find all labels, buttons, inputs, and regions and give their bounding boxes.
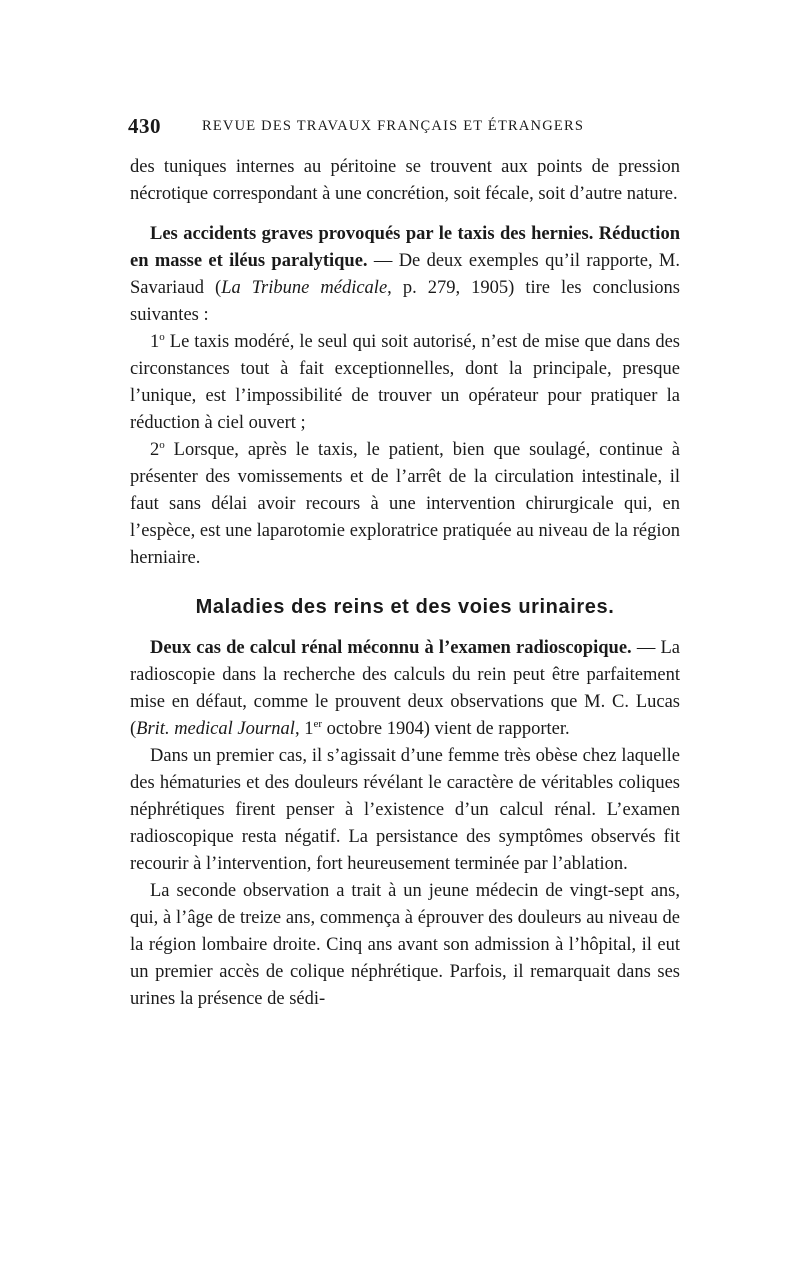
- article-title-taxis: Les accidents graves provoqués par le taxis des hernies. Réduction en masse et iléus paralytique.: [130, 224, 680, 271]
- page-body: [130, 154, 680, 1013]
- paragraph-text: octobre 1904) vient de rapporter.: [322, 719, 570, 739]
- list-number: 2: [150, 440, 160, 460]
- paragraph-text: , p. 279, 1905) tire les conclusions suivantes :: [130, 278, 680, 325]
- paragraph-premier-cas: Dans un premier cas, il s’agissait d’une femme très obèse chez laquelle des hématuries et des douleurs révélant le caractère de véritables coliques néphrétiques firent penser à l’existence d’un calcul rénal. L’examen radioscopique resta négatif. La persistance des symptômes observés fit recourir à l’intervention, fort heureusement terminée par l’ablation.: [130, 746, 680, 874]
- ordinal-superscript: o: [159, 438, 165, 451]
- conclusion-2: [130, 437, 680, 572]
- paragraph-seconde-observation: La seconde observation a trait à un jeune médecin de vingt-sept ans, qui, à l’âge de treize ans, commença à éprouver des douleurs au niveau de la région lombaire droite. Cinq ans avant son admission à l’hôpital, il eut un premier accès de colique néphrétique. Parfois, il remarquait dans ses urines la présence de sédi-: [130, 881, 680, 1009]
- ordinal-superscript: er: [313, 717, 322, 730]
- paragraph-text: — De deux exemples qu’il rapporte, M. Savariaud (: [130, 251, 681, 298]
- page-number: 430: [128, 114, 161, 138]
- paragraph-calcul-renal: [130, 635, 680, 743]
- paragraph-text: Lorsque, après le taxis, le patient, bien que soulagé, continue à présenter des vomissements et de l’arrêt de la circulation intestinale, il faut sans délai avoir recours à une intervention chirurgicale qui, en l’espèce, est une laparotomie exploratrice pratiquée au niveau de la région herniaire.: [130, 440, 680, 568]
- section-title: Maladies des reins et des voies urinaires.: [195, 596, 615, 618]
- page-header: [128, 114, 678, 144]
- conclusion-1: [130, 329, 680, 437]
- running-head: REVUE DES TRAVAUX FRANÇAIS ET ÉTRANGERS: [202, 118, 585, 134]
- paragraph-taxis-hernies: [130, 221, 680, 329]
- source-citation: La Tribune médicale: [221, 278, 388, 298]
- source-citation: Brit. medical Journal: [136, 719, 295, 739]
- ordinal-superscript: o: [159, 330, 165, 343]
- paragraph-text: , 1: [294, 719, 314, 739]
- paragraph-text: — La radioscopie dans la recherche des calculs du rein peut être parfaitement mise en défaut, comme le prouvent deux observations que M. C. Lucas (: [130, 638, 680, 739]
- paragraph-text: Le taxis modéré, le seul qui soit autorisé, n’est de mise que dans des circonstances tout à fait exceptionnelles, dont la principale, presque l’unique, est l’impossibilité de trouver un opérateur pour pratiquer la réduction à ciel ouvert ;: [130, 332, 680, 433]
- paragraph-continuation: des tuniques internes au péritoine se trouvent aux points de pression nécrotique correspondant à une concrétion, soit fécale, soit d’autre nature.: [130, 157, 680, 204]
- article-title-calcul: Deux cas de calcul rénal méconnu à l’examen radioscopique.: [150, 638, 632, 658]
- list-number: 1: [150, 332, 160, 352]
